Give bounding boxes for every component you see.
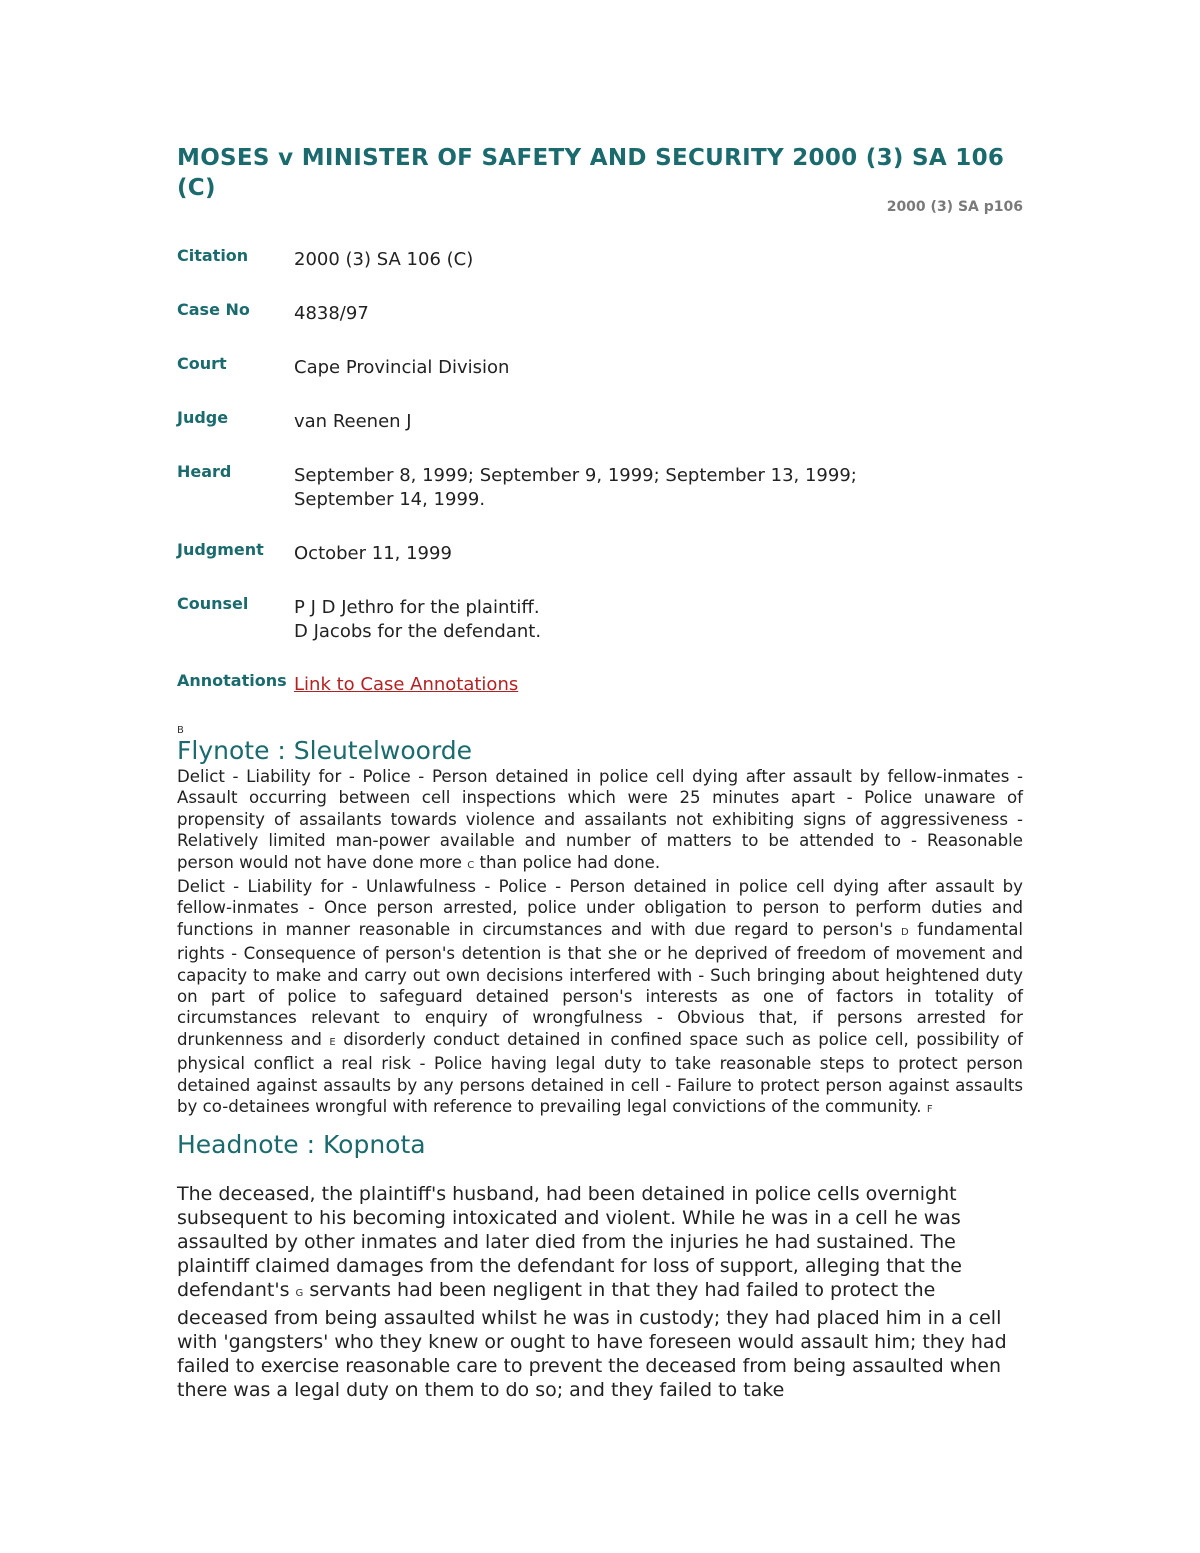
case-title: MOSES v MINISTER OF SAFETY AND SECURITY 2000 (3) SA 106 (C) (177, 145, 1005, 201)
annotations-value (294, 673, 994, 697)
marginal-letter-d: D (900, 926, 909, 938)
page-reference: 2000 (3) SA p106 (886, 199, 1023, 215)
court-label: Court (177, 354, 227, 373)
flynote-paragraph-2: Delict - Liability for - Unlawfulness - Police - Person detained in police cell dying after assault by fellow-inmates - Once person arrested, police under obligation to person to perform duties and functions in manner reasonable in circumstances and with due regard to person's D fundamental rights - Consequence of person's detention is that she or he deprived of freedom of movement and capacity to make and carry out own decisions interfered with - Such bringing about heightened duty on part of police to safeguard detained person's interests as one of factors in totality of circumstances relevant to enquiry of wrongfulness - Obvious that, if persons arrested for drunkenness and E disorderly conduct detained in confined space such as police cell, possibility of physical conflict a real risk - Police having legal duty to take reasonable steps to protect person detained against assaults by any persons detained in cell - Failure to protect person against assaults by co-detainees wrongful with reference to prevailing legal convictions of the community. F (177, 877, 1024, 1117)
citation-label: Citation (177, 246, 249, 265)
judgment-value: October 11, 1999 (294, 543, 452, 564)
counsel-plaintiff: P J D Jethro for the plaintiff. (294, 597, 540, 618)
marginal-letter-b: B (177, 725, 184, 736)
heard-dates-line-1: September 8, 1999; September 9, 1999; September 13, 1999; (294, 465, 857, 486)
judgment-label: Judgment (177, 540, 264, 559)
court-value: Cape Provincial Division (294, 357, 510, 378)
flynote-paragraph-1: Delict - Liability for - Police - Person detained in police cell dying after assault by fellow-inmates - Assault occurring between cell inspections which were 25 minutes apart - Police unaware of propensity of assailants towards violence and assailants not exhibiting signs of aggressiveness - Relatively limited man-power available and number of matters to be attended to - Reasonable person would not have done more C than police had done. (177, 767, 1023, 872)
counsel-defendant: D Jacobs for the defendant. (294, 621, 542, 642)
citation-value: 2000 (3) SA 106 (C) (294, 249, 474, 270)
heard-label: Heard (177, 462, 232, 481)
counsel-label: Counsel (177, 594, 249, 613)
marginal-letter-c: C (467, 859, 475, 871)
marginal-letter-f: F (926, 1104, 933, 1116)
case-annotations-link[interactable]: Link to Case Annotations (294, 674, 519, 695)
annotations-label: Annotations (177, 671, 287, 690)
case-no-value: 4838/97 (294, 303, 369, 324)
counsel-value (294, 596, 994, 644)
heard-value (294, 464, 994, 512)
marginal-letter-e: E (329, 1036, 336, 1048)
headnote-body: The deceased, the plaintiff's husband, had been detained in police cells overnight subsequent to his becoming intoxicated and violent. While he was in a cell he was assaulted by other inmates and later died from the injuries he had sustained. The plaintiff claimed damages from the defendant for loss of support, alleging that the defendant's G servants had been negligent in that they had failed to protect the deceased from being assaulted whilst he was in custody; they had placed him in a cell with 'gangsters' who they knew or ought to have foreseen would assault him; they had failed to exercise reasonable care to prevent the deceased from being assaulted when there was a legal duty on them to do so; and they failed to take (177, 1183, 1007, 1401)
flynote-heading: Flynote : Sleutelwoorde (177, 736, 473, 765)
judge-value: van Reenen J (294, 411, 412, 432)
case-no-label: Case No (177, 300, 250, 319)
headnote-heading: Headnote : Kopnota (177, 1130, 426, 1159)
marginal-letter-g: G (295, 1288, 304, 1299)
heard-dates-line-2: September 14, 1999. (294, 489, 486, 510)
judge-label: Judge (177, 408, 229, 427)
flynote-body (177, 766, 1023, 1121)
